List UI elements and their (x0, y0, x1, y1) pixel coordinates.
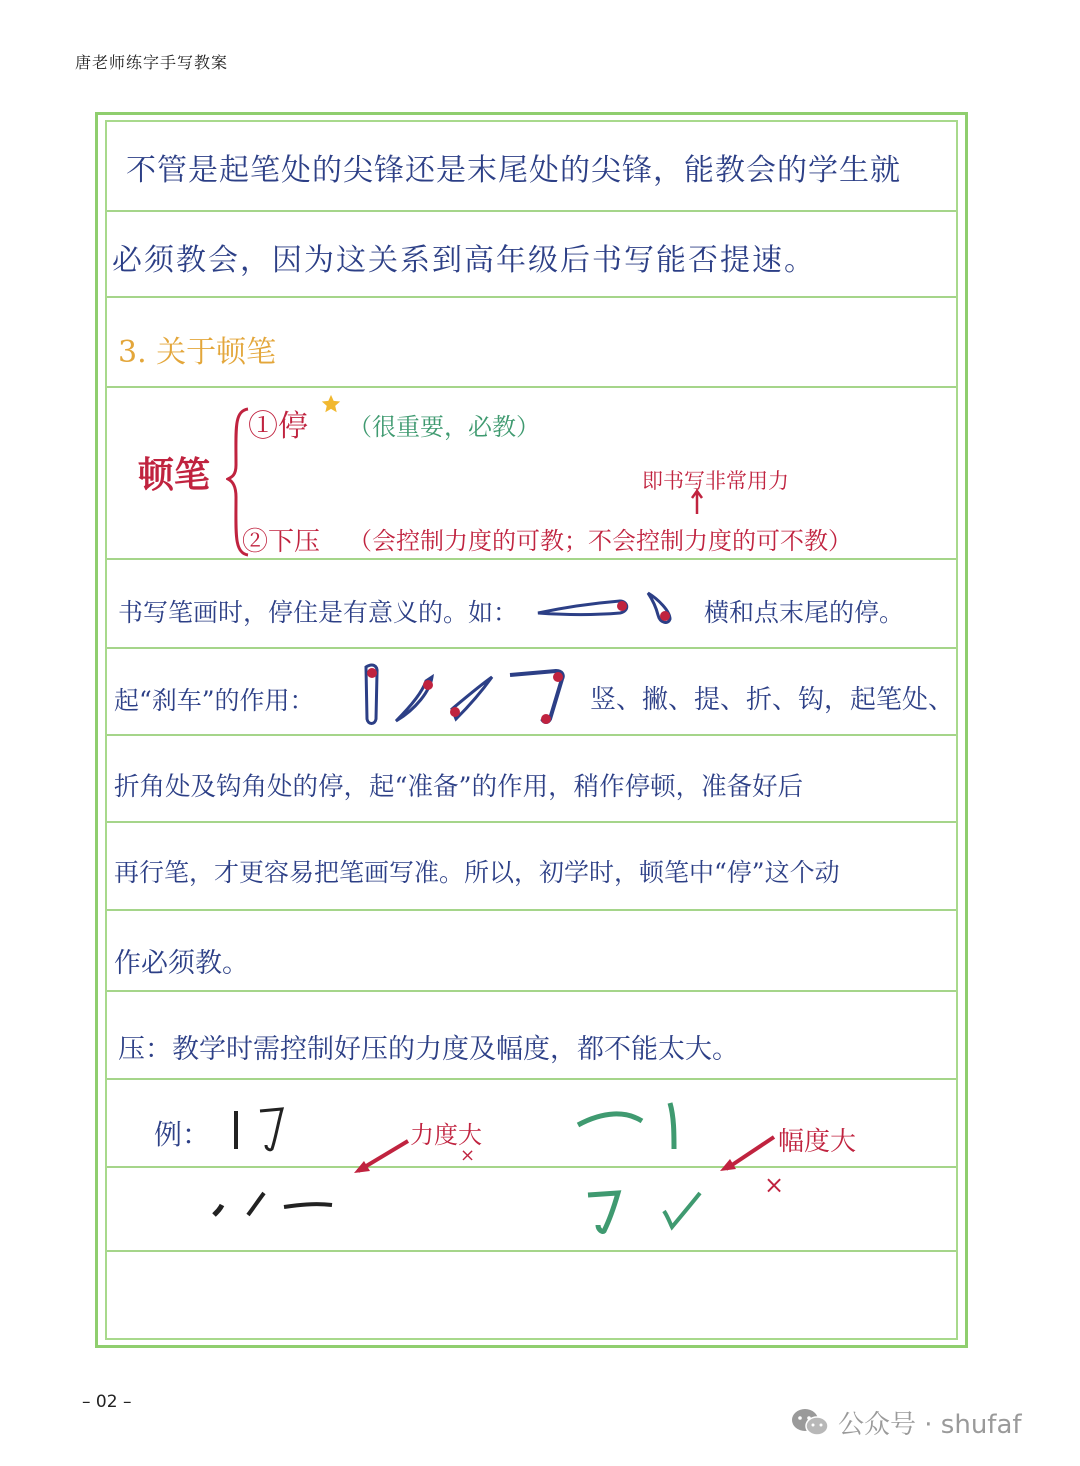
example-strokes-top-right (574, 1097, 694, 1157)
horizontal-stroke-example (536, 593, 636, 621)
turning-hook-stroke-example (508, 665, 568, 727)
text-line-10: 压：教学时需控制好压的力度及幅度，都不能太大。 (118, 1034, 739, 1065)
rule-line (107, 647, 956, 649)
rising-stroke-example (444, 673, 496, 725)
section-heading: 3. 关于顿笔 (118, 335, 277, 370)
rule-line (107, 386, 956, 388)
annotation-force-too-large: 力度大 (410, 1121, 482, 1149)
text-line-9: 作必须教。 (114, 948, 249, 979)
rule-line (107, 296, 956, 298)
rule-line (107, 1166, 956, 1168)
example-wide-strokes (584, 1185, 714, 1235)
rule-line (107, 1250, 956, 1252)
text-line-7: 折角处及钩角处的停，起“准备”的作用，稍作停顿，准备好后 (114, 772, 804, 802)
up-arrow-icon (690, 489, 704, 515)
lined-sheet (95, 112, 968, 1348)
text-line-5-tail: 横和点末尾的停。 (704, 598, 905, 627)
rule-line (107, 990, 956, 992)
left-falling-stroke-example (392, 673, 440, 725)
text-line-1: 不管是起笔处的尖锋还是末尾处的尖锋，能教会的学生就 (126, 153, 901, 188)
example-label: 例： (154, 1118, 211, 1151)
rule-line (107, 210, 956, 212)
page-header: 唐老师练字手写教案 (75, 53, 229, 72)
example-heavy-strokes (206, 1185, 336, 1225)
example-strokes-top-left (230, 1105, 292, 1153)
arrow-right-icon (716, 1133, 778, 1175)
dot-stroke-example (644, 589, 678, 627)
arrow-left-icon (350, 1137, 412, 1177)
watermark-text: 公众号 · shufaf (838, 1410, 1022, 1440)
watermark (790, 1404, 1022, 1441)
cross-mark-right: × (764, 1171, 785, 1199)
page-number: – 02 – (82, 1392, 132, 1412)
star-icon (320, 393, 342, 415)
rule-line (107, 734, 956, 736)
rule-line (107, 821, 956, 823)
bracket-item-1-note: （很重要，必教） (348, 413, 540, 441)
rule-line (107, 1078, 956, 1080)
bracket-label: 顿笔 (138, 454, 211, 496)
text-line-8: 再行笔，才更容易把笔画写准。所以，初学时，顿笔中“停”这个动 (114, 858, 840, 887)
bracket-item-1: ①停 (248, 409, 308, 444)
annotation-range-too-large: 幅度大 (778, 1127, 857, 1157)
text-line-5: 书写笔画时，停住是有意义的。如： (118, 598, 519, 627)
cross-mark-left: × (460, 1145, 476, 1166)
rule-line (107, 909, 956, 911)
emphasis-annotation: 即书写非常用力 (642, 469, 789, 493)
text-line-6-tail: 竖、撇、提、折、钩，起笔处、 (590, 685, 955, 715)
wechat-icon (790, 1407, 830, 1439)
text-line-6-head: 起“刹车”的作用： (114, 686, 315, 715)
vertical-stroke-example (362, 661, 382, 727)
bracket-item-2-note: （会控制力度的可教；不会控制力度的可不教） (348, 527, 852, 555)
bracket-item-2: ②下压 (242, 527, 321, 557)
text-line-2: 必须教会，因为这关系到高年级后书写能否提速。 (112, 243, 816, 278)
